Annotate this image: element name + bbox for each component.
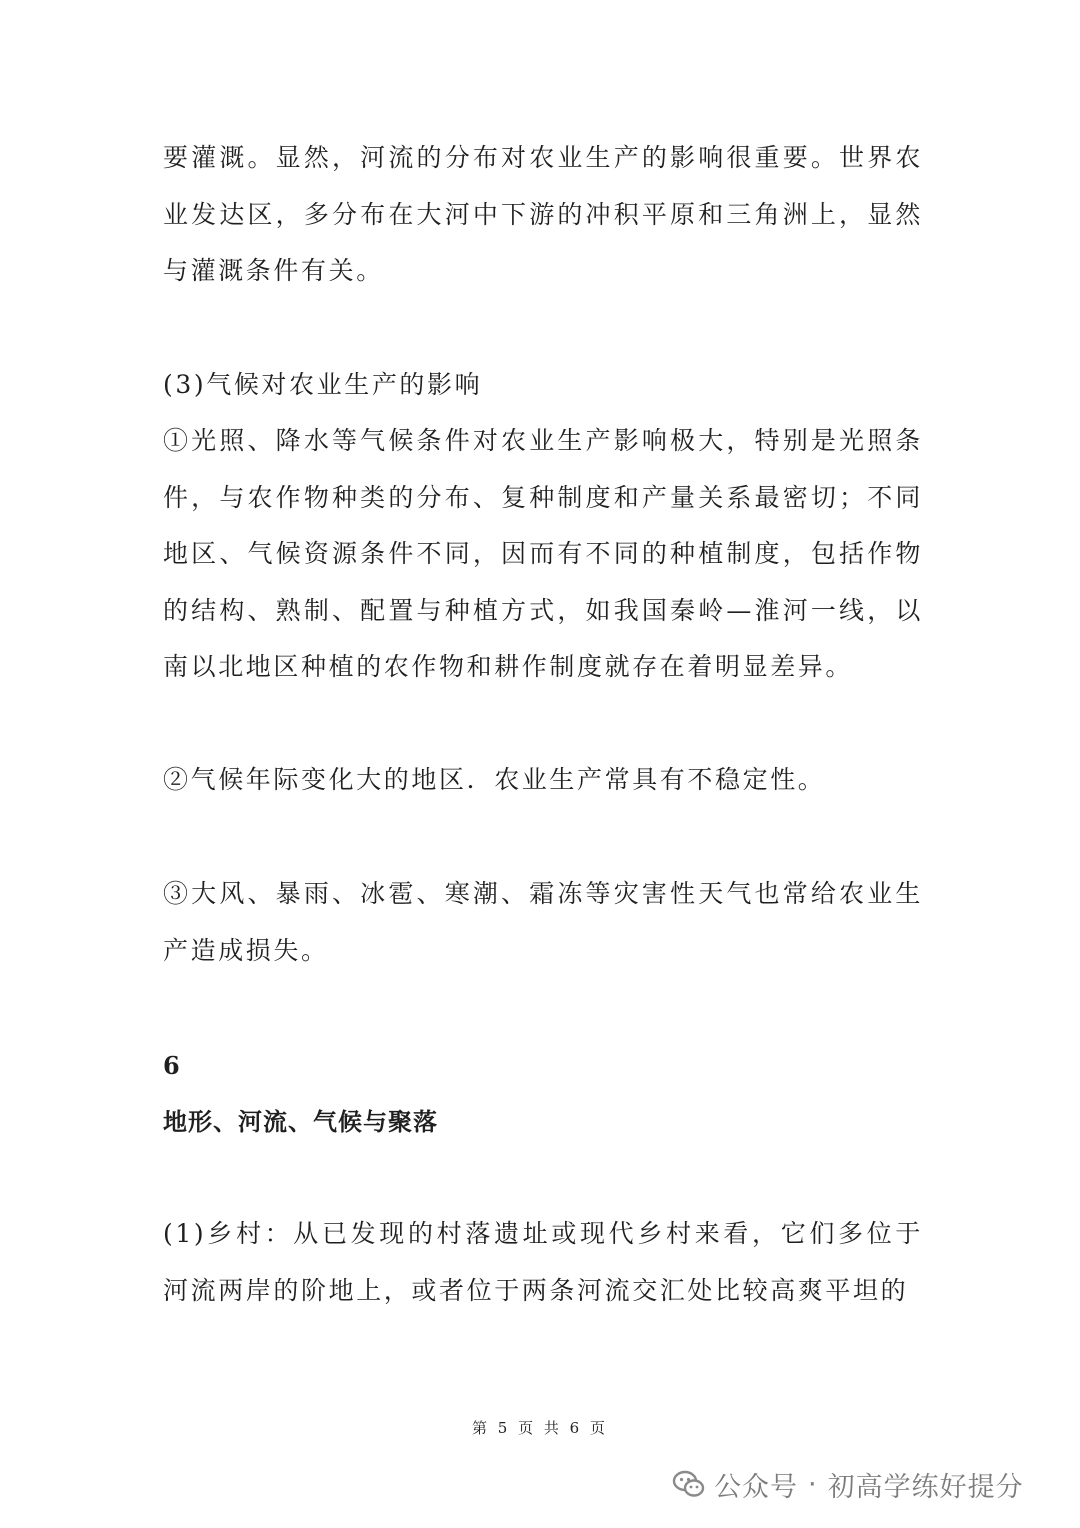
paragraph-village: (1)乡村：从已发现的村落遗址或现代乡村来看，它们多位于河流两岸的阶地上，或者位于两条河流交汇处比较高爽平坦的 <box>163 1219 923 1305</box>
paragraph-climate-variation: ②气候年际变化大的地区．农业生产常具有不稳定性。 <box>163 765 826 794</box>
paragraph-irrigation: 要灌溉。显然，河流的分布对农业生产的影响很重要。世界农业发达区，多分布在大河中下游的冲积平原和三角洲上，显然与灌溉条件有关。 <box>163 143 923 285</box>
paragraph-climate-disaster: ③大风、暴雨、冰雹、寒潮、霜冻等灾害性天气也常给农业生产造成损失。 <box>163 879 923 965</box>
paragraph-climate-light: ①光照、降水等气候条件对农业生产影响极大，特别是光照条件，与农作物种类的分布、复种制度和产量关系最密切；不同地区、气候资源条件不同，因而有不同的种植制度，包括作物的结构、熟制、配置与种植方式，如我国秦岭—淮河一线，以南以北地区种植的农作物和耕作制度就存在着明显差异。 <box>163 426 923 681</box>
wechat-watermark <box>672 1462 1024 1506</box>
watermark-source: 公众号 <box>714 1471 798 1503</box>
section-number: 6 <box>163 1051 180 1080</box>
section-title: 地形、河流、气候与聚落 <box>163 1107 438 1136</box>
wechat-icon <box>672 1467 706 1501</box>
watermark-account: 初高学练好提分 <box>827 1471 1024 1503</box>
watermark-separator: · <box>808 1468 818 1500</box>
subheading-climate: (3)气候对农业生产的影响 <box>163 370 483 399</box>
page-number-footer: 第 5 页 共 6 页 <box>472 1419 608 1437</box>
